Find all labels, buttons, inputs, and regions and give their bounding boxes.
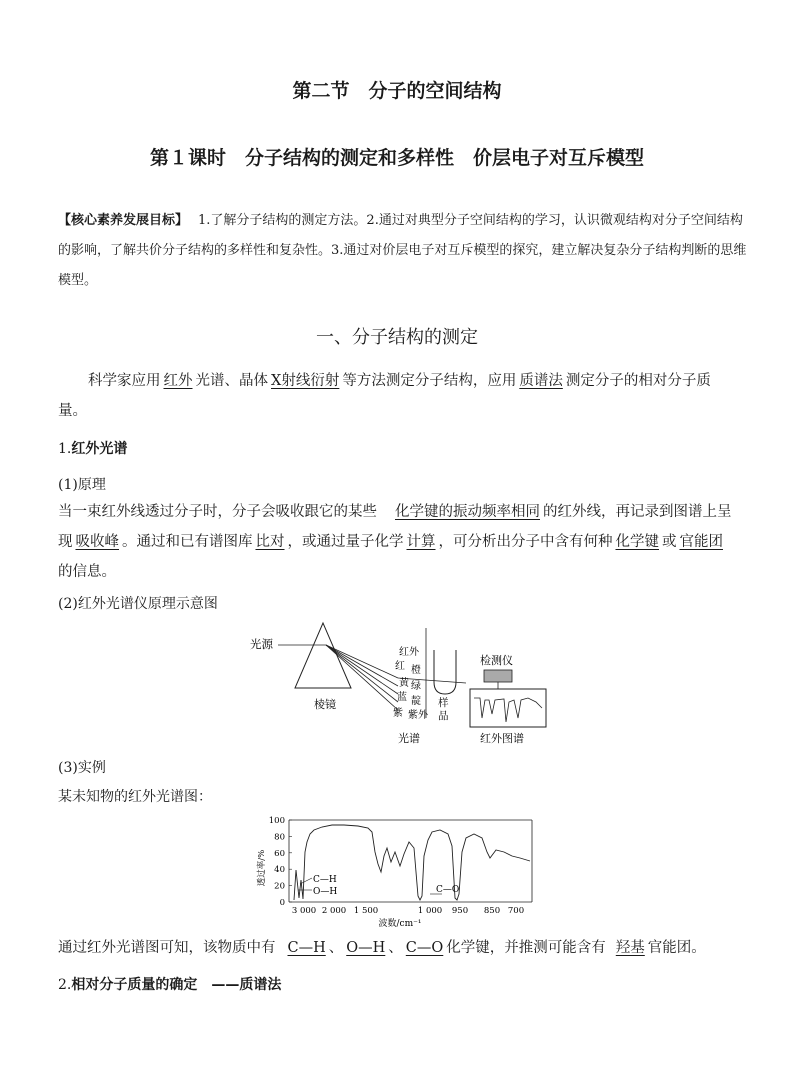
section-heading: 一、分子结构的测定 [316,327,478,348]
ray-label: 红外 [399,647,419,658]
item-1-heading: 1.红外光谱 [58,441,128,457]
sub-heading-diagram: (2)红外光谱仪原理示意图 [58,596,218,612]
item-2-heading: 2.相对分子质量的确定 ——质谱法 [58,977,282,993]
page-title: 第二节 分子的空间结构 [292,80,502,102]
light-source-label: 光源 [250,637,273,651]
ray-label: 橙 [411,665,421,676]
ir-spectrum-label: 红外图谱 [480,732,524,745]
blank-answer: 官能团 [679,534,723,550]
annotation-label: C—O [436,885,460,895]
intro-paragraph: 科学家应用 红外 光谱、晶体 X射线衍射 等方法测定分子结构，应用 质谱法 测定分子的相对分子质量。 [58,373,711,419]
ray [326,645,398,694]
goals-label: 【核心素养发展目标】 [58,213,189,228]
ir-spectrometer-diagram [248,618,558,752]
x-tick-label: 1 000 [417,906,443,916]
ray [326,645,398,702]
conclusion-paragraph: 通过红外光谱图可知，该物质中有 C—H 、 O—H 、 C—O 化学键，并推测可能含有 羟基 官能团。 [58,940,706,956]
blank-answer: X射线衍射 [271,373,340,389]
y-tick-label: 40 [274,865,285,876]
blank-answer: 化学键 [615,534,659,550]
x-axis-label: 波数/cm⁻¹ [378,919,422,929]
sample-label-2: 品 [438,710,449,722]
x-tick-label: 950 [451,906,469,916]
detector-box [484,670,512,682]
blank-answer: 红外 [163,373,193,389]
sample-label-1: 样 [438,697,449,709]
ray [326,645,398,686]
x-tick-label: 1 500 [353,906,379,916]
spectrum-label: 光谱 [398,732,420,745]
x-tick-label: 700 [507,906,525,916]
core-goals [58,206,748,296]
annotation-label: O—H [313,887,338,897]
ray-label: 紫 [393,708,403,719]
x-tick-label: 3 000 [291,906,317,916]
example-intro: 某未知物的红外光谱图： [58,789,212,805]
goals-text: 1.了解分子结构的测定方法。2.通过对典型分子空间结构的学习，认识微观结构对分子空间结构的影响，了解共价分子结构的多样性和复杂性。3.通过对价层电子对互斥模型的探究，建立解决复杂分子结构判断的思维模型。 [58,213,747,288]
y-axis-label: 透过率/% [257,849,267,887]
ray-label: 绿 [411,681,421,692]
ray-label: 靛 [411,696,421,707]
ir-spectrum-chart [254,812,544,930]
y-tick-label: 100 [268,816,285,826]
blank-answer: 计算 [406,534,436,550]
ray-label: 蓝 [397,692,407,703]
y-tick-label: 80 [274,832,285,843]
ir-spectrum-trace [474,698,542,722]
annotation-label: C—H [313,875,337,885]
sample-tube [434,650,456,694]
lesson-title: 第１课时 分子结构的测定和多样性 价层电子对互斥模型 [149,147,644,169]
ray [326,645,398,710]
x-tick-label: 2 000 [321,906,347,916]
blank-answer: 羟基 [615,940,645,956]
sub-heading-principle: (1)原理 [58,477,106,493]
blank-answer: C—O [405,940,444,956]
y-tick-label: 0 [279,898,285,908]
principle-paragraph: 当一束红外线透过分子时，分子会吸收跟它的某些 化学键的振动频率相同 的红外线，再记录到图谱上呈现 吸收峰 。通过和已有谱图库 比对 ，或通过量子化学 计算 ，可分析出分子中含有何种 化学键 或 官能团的信息。 [58,504,732,580]
detector-label: 检测仪 [480,654,513,667]
y-tick-label: 60 [274,848,285,859]
x-tick-label: 850 [483,906,501,916]
ray-label: 紫外 [408,710,428,721]
blank-answer: 吸收峰 [75,534,119,550]
blank-answer: C—H [287,940,326,956]
ray-label: 黄 [399,678,409,689]
sub-heading-example: (3)实例 [58,760,106,776]
blank-answer: 化学键的振动频率相同 [395,504,540,520]
prism-shape [295,623,351,688]
y-tick-label: 20 [274,881,285,892]
blank-answer: 比对 [255,534,285,550]
prism-label: 棱镜 [314,698,336,711]
ray-label: 红 [395,661,405,672]
ch-pointer [300,878,312,884]
blank-answer: O—H [346,940,386,956]
blank-answer: 质谱法 [519,373,563,389]
